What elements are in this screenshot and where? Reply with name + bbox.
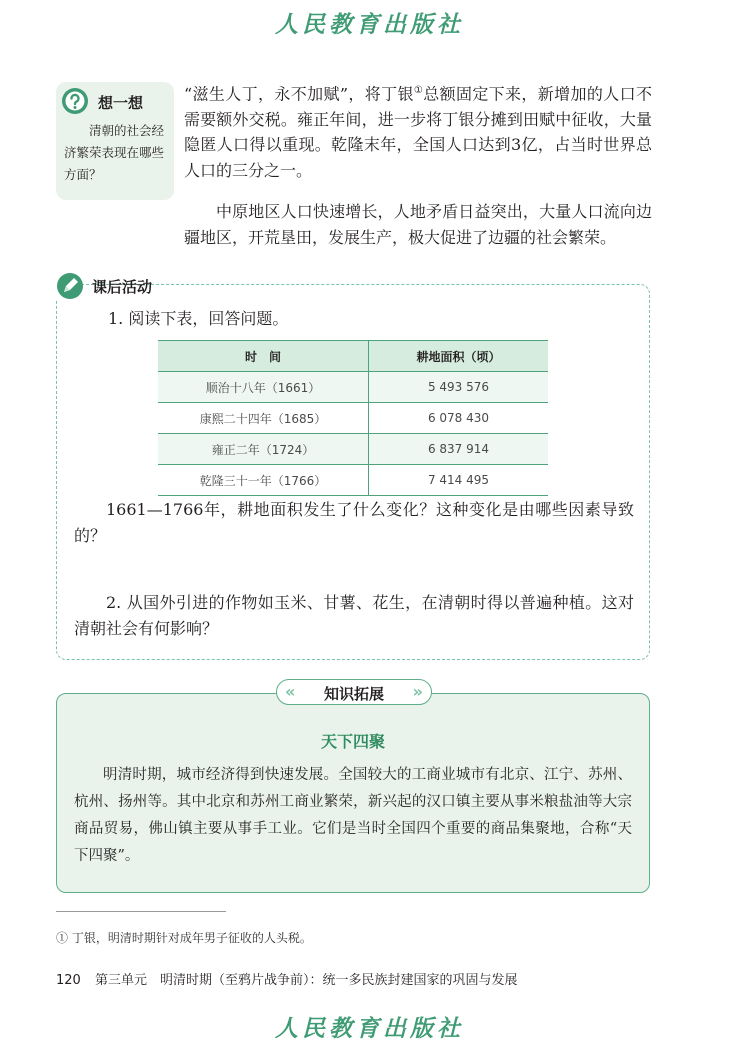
activity-label: 课后活动 bbox=[92, 278, 153, 296]
table-cell: 6 837 914 bbox=[369, 434, 549, 465]
publisher-logo-top: 人民教育出版社 bbox=[275, 11, 464, 38]
table-row bbox=[158, 403, 548, 434]
footnote: ① 丁银，明清时期针对成年男子征收的人头税。 bbox=[56, 931, 312, 945]
table-row bbox=[158, 372, 548, 403]
farmland-table bbox=[158, 340, 548, 496]
table-cell: 顺治十八年（1661） bbox=[158, 372, 369, 403]
think-body: 清朝的社会经济繁荣表现在哪些方面？ bbox=[64, 123, 165, 182]
table-cell: 雍正二年（1724） bbox=[158, 434, 369, 465]
footnote-divider bbox=[56, 911, 226, 912]
chevron-left-icon: « bbox=[285, 682, 296, 701]
knowledge-tab bbox=[276, 679, 432, 705]
think-box bbox=[56, 82, 174, 200]
think-title: 想一想 bbox=[98, 94, 144, 112]
activity-q1-question: 1661—1766年，耕地面积发生了什么变化？这种变化是由哪些因素导致的？ bbox=[74, 500, 634, 545]
footer-text: 第三单元 明清时期（至鸦片战争前）：统一多民族封建国家的巩固与发展 bbox=[94, 973, 518, 988]
activity-q2: 2. 从国外引进的作物如玉米、甘薯、花生，在清朝时得以普遍种植。这对清朝社会有何影响？ bbox=[74, 593, 634, 638]
table-row bbox=[158, 434, 548, 465]
chevron-right-icon: » bbox=[412, 682, 423, 701]
knowledge-tab-label: 知识拓展 bbox=[323, 685, 384, 703]
table-cell: 康熙二十四年（1685） bbox=[158, 403, 369, 434]
table-header: 时 间 bbox=[158, 341, 369, 372]
table-cell: 6 078 430 bbox=[369, 403, 549, 434]
table-cell: 7 414 495 bbox=[369, 465, 549, 496]
table-cell: 5 493 576 bbox=[369, 372, 549, 403]
activity-q1-intro: 1. 阅读下表，回答问题。 bbox=[108, 309, 289, 328]
question-icon bbox=[60, 86, 90, 116]
knowledge-title: 天下四聚 bbox=[320, 732, 385, 751]
table-cell: 乾隆三十一年（1766） bbox=[158, 465, 369, 496]
paragraph-2: 中原地区人口快速增长，人地矛盾日益突出，大量人口流向边疆地区，开荒垦田，发展生产，极大促进了边疆的社会繁荣。 bbox=[184, 202, 652, 247]
knowledge-body: 明清时期，城市经济得到快速发展。全国较大的工商业城市有北京、江宁、苏州、杭州、扬州等。其中北京和苏州工商业繁荣，新兴起的汉口镇主要从事米粮盐油等大宗商品贸易，佛山镇主要从事手工业。它们是当时全国四个重要的商品集聚地，合称“天下四聚”。 bbox=[74, 767, 632, 864]
paragraph-1: “滋生人丁，永不加赋”，将丁银①总额固定下来，新增加的人口不需要额外交税。雍正年间，进一步将丁银分摊到田赋中征收，大量隐匿人口得以重现。乾隆末年，全国人口达到3亿，占当时世界总人口的三分之一。 bbox=[184, 84, 652, 180]
table-header: 耕地面积（顷） bbox=[369, 341, 549, 372]
activity-header bbox=[54, 272, 153, 300]
pen-icon bbox=[56, 272, 84, 300]
table-row bbox=[158, 465, 548, 496]
table-header-row bbox=[158, 341, 548, 372]
footnote-mark[interactable]: ① bbox=[413, 85, 424, 96]
publisher-logo-bottom: 人民教育出版社 bbox=[275, 1015, 464, 1042]
page-footer bbox=[56, 969, 517, 988]
page-number: 120 bbox=[56, 973, 81, 988]
